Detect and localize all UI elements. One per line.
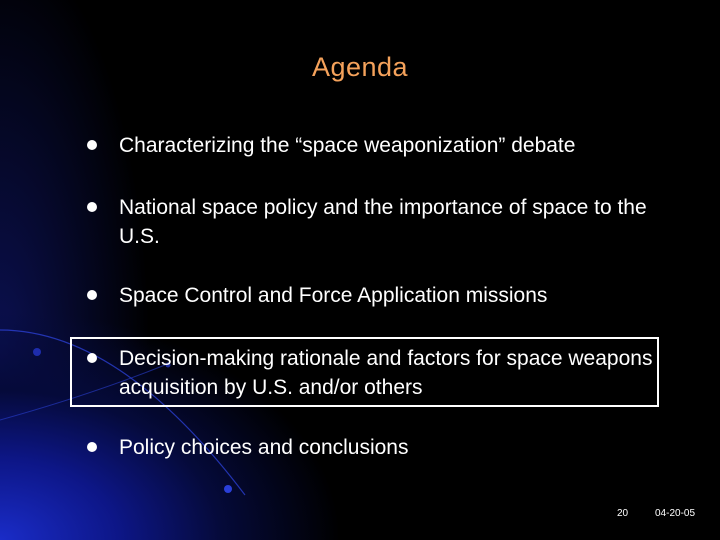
agenda-item-text: Characterizing the “space weaponization” debate	[119, 134, 576, 157]
bullet-icon	[87, 290, 97, 300]
slide-title: Agenda	[311, 52, 409, 82]
bullet-icon	[87, 353, 97, 363]
agenda-item-text: Space Control and Force Application missions	[119, 284, 548, 307]
agenda-item-text: Policy choices and conclusions	[119, 436, 409, 459]
page-number: 20	[617, 508, 629, 519]
slide-date: 04-20-05	[655, 508, 696, 519]
agenda-item-text: National space policy and the importance of space to the U.S.	[119, 196, 647, 248]
agenda-item-text: Decision-making rationale and factors for space weapons acquisition by U.S. and/or others	[119, 347, 653, 399]
bullet-icon	[87, 202, 97, 212]
bullet-icon	[87, 442, 97, 452]
bullet-icon	[87, 140, 97, 150]
